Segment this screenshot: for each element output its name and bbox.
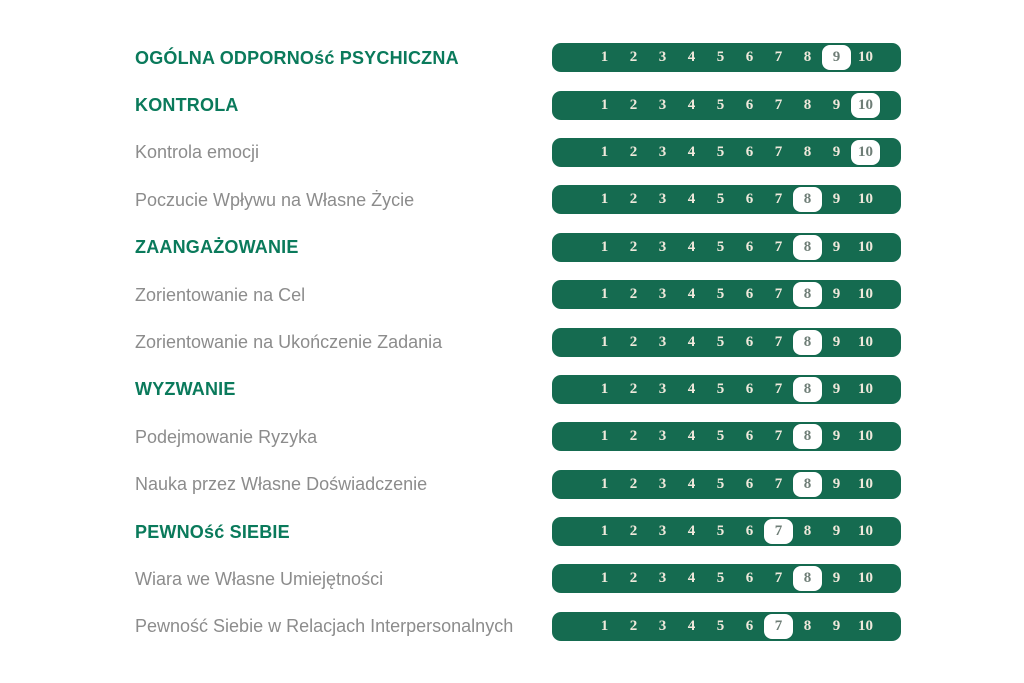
scale-tick: 1: [600, 49, 609, 66]
selected-score-marker: 10: [851, 93, 880, 118]
scale-tick: 2: [629, 143, 638, 160]
scale-tick: 1: [600, 475, 609, 492]
scale-tick: 6: [745, 143, 754, 160]
scale-tick: 7: [774, 143, 783, 160]
scale-tick: 2: [629, 570, 638, 587]
scale-tick: 6: [745, 380, 754, 397]
scale-tick: 10: [858, 475, 873, 492]
scale-tick: 8: [803, 96, 812, 113]
score-scale-bar: [552, 138, 901, 167]
scale-tick: 10: [858, 286, 873, 303]
category-label: Zorientowanie na Ukończenie Zadania: [135, 332, 443, 353]
category-label: KONTROLA: [135, 95, 239, 116]
scale-tick: 1: [600, 333, 609, 350]
scale-tick: 1: [600, 191, 609, 208]
scale-tick: 3: [658, 238, 667, 255]
selected-score-marker: 7: [764, 519, 793, 544]
score-scale-bar: [552, 517, 901, 546]
scale-tick: 5: [716, 143, 725, 160]
result-row: [0, 34, 1024, 81]
result-row: [0, 461, 1024, 508]
score-scale-bar: [552, 564, 901, 593]
scale-tick: 9: [832, 333, 841, 350]
scale-tick: 1: [600, 143, 609, 160]
scale-tick: 1: [600, 238, 609, 255]
category-label: Nauka przez Własne Doświadczenie: [135, 474, 428, 495]
scale-tick: 7: [774, 475, 783, 492]
scale-tick: 5: [716, 570, 725, 587]
scale-tick: 2: [629, 238, 638, 255]
scale-tick: 10: [858, 617, 873, 634]
scale-tick: 4: [687, 191, 696, 208]
scale-tick: 3: [658, 333, 667, 350]
scale-tick: 9: [832, 570, 841, 587]
scale-tick: 6: [745, 286, 754, 303]
selected-score-marker: 8: [793, 377, 822, 402]
scale-tick: 4: [687, 96, 696, 113]
scale-tick: 1: [600, 570, 609, 587]
selected-score-marker: 7: [764, 614, 793, 639]
scale-tick: 3: [658, 380, 667, 397]
mental-toughness-results-chart: [0, 34, 1024, 650]
scale-tick: 3: [658, 523, 667, 540]
scale-tick: 1: [600, 428, 609, 445]
selected-score-marker: 8: [793, 235, 822, 260]
score-scale-bar: [552, 233, 901, 262]
scale-tick: 6: [745, 238, 754, 255]
scale-tick: 9: [832, 475, 841, 492]
category-label: OGÓLNA ODPORNOść PSYCHICZNA: [135, 47, 459, 68]
score-scale-bar: [552, 612, 901, 641]
result-row: [0, 555, 1024, 602]
result-row: [0, 318, 1024, 365]
selected-score-marker: 8: [793, 187, 822, 212]
scale-tick: 6: [745, 96, 754, 113]
scale-tick: 4: [687, 238, 696, 255]
result-row: [0, 271, 1024, 318]
scale-tick: 7: [774, 333, 783, 350]
scale-tick: 10: [858, 523, 873, 540]
scale-tick: 6: [745, 333, 754, 350]
scale-tick: 4: [687, 570, 696, 587]
scale-tick: 8: [803, 143, 812, 160]
scale-tick: 4: [687, 523, 696, 540]
scale-tick: 6: [745, 617, 754, 634]
category-label: Wiara we Własne Umiejętności: [135, 568, 384, 589]
selected-score-marker: 8: [793, 330, 822, 355]
scale-tick: 9: [832, 238, 841, 255]
result-row: [0, 176, 1024, 223]
scale-tick: 5: [716, 428, 725, 445]
scale-tick: 2: [629, 191, 638, 208]
scale-tick: 1: [600, 96, 609, 113]
scale-tick: 9: [832, 143, 841, 160]
selected-score-marker: 9: [822, 45, 851, 70]
scale-tick: 5: [716, 96, 725, 113]
scale-tick: 5: [716, 333, 725, 350]
score-scale-bar: [552, 375, 901, 404]
score-scale-bar: [552, 43, 901, 72]
scale-tick: 3: [658, 475, 667, 492]
category-label: Pewność Siebie w Relacjach Interpersonalnych: [135, 616, 514, 637]
scale-tick: 2: [629, 380, 638, 397]
scale-tick: 3: [658, 96, 667, 113]
scale-tick: 5: [716, 475, 725, 492]
scale-tick: 5: [716, 286, 725, 303]
score-scale-bar: [552, 280, 901, 309]
scale-tick: 10: [858, 238, 873, 255]
scale-tick: 9: [832, 428, 841, 445]
scale-tick: 3: [658, 286, 667, 303]
category-label: Poczucie Wpływu na Własne Życie: [135, 189, 415, 210]
scale-tick: 4: [687, 49, 696, 66]
scale-tick: 3: [658, 49, 667, 66]
selected-score-marker: 8: [793, 472, 822, 497]
score-scale-bar: [552, 470, 901, 499]
scale-tick: 2: [629, 333, 638, 350]
scale-tick: 9: [832, 523, 841, 540]
scale-tick: 6: [745, 428, 754, 445]
scale-tick: 1: [600, 617, 609, 634]
scale-tick: 2: [629, 49, 638, 66]
result-row: [0, 129, 1024, 176]
result-row: [0, 413, 1024, 460]
result-row: [0, 603, 1024, 650]
scale-tick: 2: [629, 96, 638, 113]
scale-tick: 3: [658, 191, 667, 208]
scale-tick: 4: [687, 143, 696, 160]
selected-score-marker: 8: [793, 424, 822, 449]
scale-tick: 7: [774, 49, 783, 66]
scale-tick: 2: [629, 523, 638, 540]
scale-tick: 9: [832, 617, 841, 634]
selected-score-marker: 10: [851, 140, 880, 165]
scale-tick: 7: [774, 286, 783, 303]
scale-tick: 10: [858, 333, 873, 350]
scale-tick: 4: [687, 380, 696, 397]
scale-tick: 6: [745, 191, 754, 208]
result-row: [0, 224, 1024, 271]
scale-tick: 2: [629, 428, 638, 445]
scale-tick: 7: [774, 238, 783, 255]
scale-tick: 8: [803, 617, 812, 634]
scale-tick: 7: [774, 380, 783, 397]
scale-tick: 10: [858, 428, 873, 445]
category-label: Podejmowanie Ryzyka: [135, 426, 318, 447]
score-scale-bar: [552, 328, 901, 357]
scale-tick: 7: [774, 96, 783, 113]
scale-tick: 9: [832, 286, 841, 303]
selected-score-marker: 8: [793, 566, 822, 591]
result-row: [0, 81, 1024, 128]
selected-score-marker: 8: [793, 282, 822, 307]
scale-tick: 9: [832, 96, 841, 113]
score-scale-bar: [552, 185, 901, 214]
scale-tick: 2: [629, 475, 638, 492]
scale-tick: 4: [687, 333, 696, 350]
scale-tick: 4: [687, 428, 696, 445]
scale-tick: 6: [745, 570, 754, 587]
category-label: PEWNOść SIEBIE: [135, 521, 290, 542]
category-label: Zorientowanie na Cel: [135, 284, 306, 305]
scale-tick: 1: [600, 523, 609, 540]
scale-tick: 9: [832, 380, 841, 397]
category-label: WYZWANIE: [135, 379, 236, 400]
scale-tick: 7: [774, 570, 783, 587]
scale-tick: 3: [658, 617, 667, 634]
scale-tick: 2: [629, 617, 638, 634]
scale-tick: 5: [716, 49, 725, 66]
category-label: Kontrola emocji: [135, 142, 260, 163]
scale-tick: 10: [858, 191, 873, 208]
result-row: [0, 366, 1024, 413]
scale-tick: 8: [803, 523, 812, 540]
score-scale-bar: [552, 422, 901, 451]
scale-tick: 9: [832, 191, 841, 208]
scale-tick: 6: [745, 523, 754, 540]
scale-tick: 7: [774, 191, 783, 208]
scale-tick: 5: [716, 380, 725, 397]
scale-tick: 5: [716, 617, 725, 634]
scale-tick: 10: [858, 49, 873, 66]
scale-tick: 4: [687, 286, 696, 303]
result-row: [0, 508, 1024, 555]
scale-tick: 3: [658, 570, 667, 587]
scale-tick: 4: [687, 475, 696, 492]
scale-tick: 4: [687, 617, 696, 634]
scale-tick: 10: [858, 380, 873, 397]
scale-tick: 7: [774, 428, 783, 445]
scale-tick: 5: [716, 191, 725, 208]
scale-tick: 3: [658, 428, 667, 445]
scale-tick: 5: [716, 523, 725, 540]
scale-tick: 10: [858, 570, 873, 587]
scale-tick: 8: [803, 49, 812, 66]
scale-tick: 1: [600, 380, 609, 397]
scale-tick: 3: [658, 143, 667, 160]
scale-tick: 6: [745, 49, 754, 66]
scale-tick: 5: [716, 238, 725, 255]
scale-tick: 1: [600, 286, 609, 303]
scale-tick: 2: [629, 286, 638, 303]
scale-tick: 6: [745, 475, 754, 492]
score-scale-bar: [552, 91, 901, 120]
category-label: ZAANGAŻOWANIE: [135, 237, 299, 258]
